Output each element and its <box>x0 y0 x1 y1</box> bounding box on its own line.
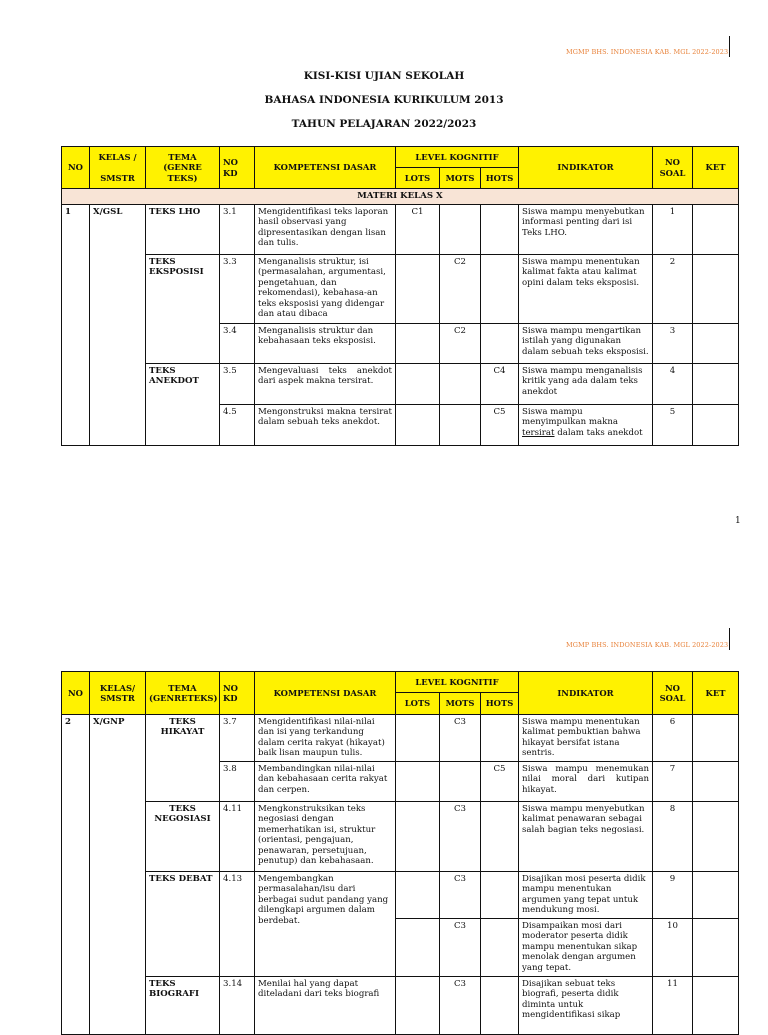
cell-mots: C3 <box>440 715 481 762</box>
cell-lots <box>396 801 440 871</box>
cell-kd: 3.8 <box>220 761 255 801</box>
cell-ket <box>693 761 739 801</box>
cell-ket <box>693 405 739 446</box>
cell-kompetensi: Menganalisis struktur, isi (permasalahan, argumentasi, pengetahuan, dan rekomendasi), kebahasa-an teks eksposisi yang didengar dan atau dibaca <box>255 255 396 324</box>
cell-soal: 5 <box>653 405 693 446</box>
cell-ket <box>693 324 739 364</box>
cell-ket <box>693 976 739 1034</box>
table-row <box>62 871 739 918</box>
cell-mots: C3 <box>440 976 481 1034</box>
cell-kompetensi: Mengevaluasi teks anekdot dari aspek makna tersirat. <box>255 364 396 405</box>
cell-soal: 1 <box>653 205 693 255</box>
cell-lots <box>396 871 440 918</box>
table-row <box>62 364 739 405</box>
col-no-soal: NO SOAL <box>653 147 693 189</box>
cell-lots: C1 <box>396 205 440 255</box>
cell-soal: 6 <box>653 715 693 762</box>
cell-tema: TEKS EKSPOSISI <box>146 255 220 364</box>
cell-indikator: Siswa mampu menentukan kalimat fakta atau kalimat opini dalam teks eksposisi. <box>519 255 653 324</box>
cell-kd: 4.11 <box>220 801 255 871</box>
header-note: MGMP BHS. INDONESIA KAB. MGL 2022-2023 <box>566 48 729 56</box>
kisi-table-page2 <box>61 671 739 1035</box>
cell-tema: TEKS HIKAYAT <box>146 715 220 802</box>
cell-tema: TEKS NEGOSIASI <box>146 801 220 871</box>
doc-subtitle: BAHASA INDONESIA KURIKULUM 2013 <box>264 94 504 106</box>
cell-kd: 3.5 <box>220 364 255 405</box>
col-indikator: INDIKATOR <box>519 147 653 189</box>
cell-lots <box>396 715 440 762</box>
cell-kd: 4.13 <box>220 871 255 976</box>
cell-lots <box>396 364 440 405</box>
cell-kompetensi: Mengidentifikasi nilai-nilai dan isi yang terkandung dalam cerita rakyat (hikayat) baik lisan maupun tulis. <box>255 715 396 762</box>
cell-kd: 3.14 <box>220 976 255 1034</box>
col-kompetensi: KOMPETENSI DASAR <box>255 147 396 189</box>
cell-hots <box>481 715 519 762</box>
cell-kompetensi: Membandingkan nilai-nilai dan kebahasaan cerita rakyat dan cerpen. <box>255 761 396 801</box>
cell-kd: 3.7 <box>220 715 255 762</box>
col-kelas: KELAS / SMSTR <box>90 147 146 189</box>
doc-title: KISI-KISI UJIAN SEKOLAH <box>303 70 465 82</box>
cell-kd: 4.5 <box>220 405 255 446</box>
cell-kompetensi: Mengkonstruksikan teks negosiasi dengan memerhatikan isi, struktur (orientasi, pengajuan, penawaran, persetujuan, penutup) dan kebahasaan. <box>255 801 396 871</box>
col-no-kd: NO KD <box>220 147 255 189</box>
cell-indikator: Siswa mampu menyebutkan kalimat penawaran sebagai salah bagian teks negosiasi. <box>519 801 653 871</box>
cell-lots <box>396 918 440 976</box>
cell-hots <box>481 918 519 976</box>
cell-tema: TEKS LHO <box>146 205 220 255</box>
col-indikator: INDIKATOR <box>519 672 653 715</box>
header-rule <box>729 36 730 57</box>
cell-ket <box>693 918 739 976</box>
cell-no: 2 <box>62 715 90 1035</box>
col-level: LEVEL KOGNITIF <box>396 147 519 168</box>
cell-ket <box>693 871 739 918</box>
cell-tema: TEKS BIOGRAFI <box>146 976 220 1034</box>
col-no: NO <box>62 147 90 189</box>
cell-indikator: Siswa mampu menyimpulkan makna tersirat dalam taks anekdot <box>519 405 653 446</box>
cell-hots <box>481 255 519 324</box>
col-no-soal: NO SOAL <box>653 672 693 715</box>
kisi-table-page1 <box>61 146 739 446</box>
cell-soal: 10 <box>653 918 693 976</box>
cell-tema: TEKS DEBAT <box>146 871 220 976</box>
cell-hots <box>481 871 519 918</box>
cell-ket <box>693 255 739 324</box>
cell-soal: 3 <box>653 324 693 364</box>
cell-ket <box>693 364 739 405</box>
cell-soal: 9 <box>653 871 693 918</box>
cell-ket <box>693 801 739 871</box>
cell-soal: 11 <box>653 976 693 1034</box>
table-row <box>62 255 739 324</box>
cell-kd: 3.4 <box>220 324 255 364</box>
col-tema: TEMA (GENRETEKS) <box>146 672 220 715</box>
cell-indikator: Siswa mampu menentukan kalimat pembuktian bahwa hikayat bersifat istana sentris. <box>519 715 653 762</box>
cell-indikator: Disampaikan mosi dari moderator peserta didik mampu menentukan sikap menolak dengan argumen yang tepat. <box>519 918 653 976</box>
cell-tema: TEKS ANEKDOT <box>146 364 220 446</box>
table-row <box>62 715 739 762</box>
col-kelas: KELAS/ SMSTR <box>90 672 146 715</box>
cell-hots <box>481 801 519 871</box>
cell-mots <box>440 364 481 405</box>
cell-mots: C3 <box>440 918 481 976</box>
cell-soal: 7 <box>653 761 693 801</box>
cell-hots: C5 <box>481 761 519 801</box>
cell-kompetensi: Mengembangkan permasalahan/isu dari berbagai sudut pandang yang dilengkapi argumen dalam berdebat. <box>255 871 396 976</box>
cell-no: 1 <box>62 205 90 446</box>
col-mots: MOTS <box>440 693 481 715</box>
header-note: MGMP BHS. INDONESIA KAB. MGL 2022-2023 <box>566 641 729 649</box>
table-row <box>62 801 739 871</box>
col-mots: MOTS <box>440 168 481 189</box>
cell-mots <box>440 205 481 255</box>
cell-soal: 2 <box>653 255 693 324</box>
col-no: NO <box>62 672 90 715</box>
col-lots: LOTS <box>396 693 440 715</box>
cell-lots <box>396 405 440 446</box>
cell-ket <box>693 715 739 762</box>
col-no-kd: NO KD <box>220 672 255 715</box>
cell-indikator: Disajikan sebuat teks biografi, peserta didik diminta untuk mengidentifikasi sikap <box>519 976 653 1034</box>
cell-hots: C5 <box>481 405 519 446</box>
cell-lots <box>396 976 440 1034</box>
cell-lots <box>396 761 440 801</box>
cell-lots <box>396 324 440 364</box>
cell-soal: 4 <box>653 364 693 405</box>
cell-mots: C2 <box>440 324 481 364</box>
cell-indikator: Disajikan mosi peserta didik mampu menentukan argumen yang tepat untuk mendukung mosi. <box>519 871 653 918</box>
table-row <box>62 976 739 1034</box>
col-hots: HOTS <box>481 168 519 189</box>
cell-mots: C3 <box>440 801 481 871</box>
cell-hots <box>481 324 519 364</box>
cell-hots <box>481 976 519 1034</box>
cell-mots: C2 <box>440 255 481 324</box>
cell-kd: 3.1 <box>220 205 255 255</box>
cell-indikator: Siswa mampu menganalisis kritik yang ada dalam teks anekdot <box>519 364 653 405</box>
cell-indikator: Siswa mampu menyebutkan informasi penting dari isi Teks LHO. <box>519 205 653 255</box>
cell-kompetensi: Menganalisis struktur dan kebahasaan teks eksposisi. <box>255 324 396 364</box>
cell-kelas: X/GNP <box>90 715 146 1035</box>
section-title: MATERI KELAS X <box>62 189 739 205</box>
col-hots: HOTS <box>481 693 519 715</box>
cell-ket <box>693 205 739 255</box>
header-rule <box>729 628 730 650</box>
cell-mots: C3 <box>440 871 481 918</box>
cell-hots <box>481 205 519 255</box>
cell-kd: 3.3 <box>220 255 255 324</box>
cell-kompetensi: Mengidentifikasi teks laporan hasil observasi yang dipresentasikan dengan lisan dan tulis. <box>255 205 396 255</box>
cell-indikator: Siswa mampu menemukan nilai moral dari kutipan hikayat. <box>519 761 653 801</box>
col-level: LEVEL KOGNITIF <box>396 672 519 693</box>
col-ket: KET <box>693 672 739 715</box>
cell-soal: 8 <box>653 801 693 871</box>
cell-lots <box>396 255 440 324</box>
cell-mots <box>440 405 481 446</box>
cell-mots <box>440 761 481 801</box>
doc-year: TAHUN PELAJARAN 2022/2023 <box>291 118 477 130</box>
cell-kompetensi: Menilai hal yang dapat diteladani dari teks biografi <box>255 976 396 1034</box>
cell-kompetensi: Mengonstruksi makna tersirat dalam sebuah teks anekdot. <box>255 405 396 446</box>
table-row <box>62 205 739 255</box>
col-lots: LOTS <box>396 168 440 189</box>
col-tema: TEMA (GENRE TEKS) <box>146 147 220 189</box>
col-kompetensi: KOMPETENSI DASAR <box>255 672 396 715</box>
page-number: 1 <box>735 516 741 526</box>
col-ket: KET <box>693 147 739 189</box>
cell-hots: C4 <box>481 364 519 405</box>
cell-indikator: Siswa mampu mengartikan istilah yang digunakan dalam sebuah teks eksposisi. <box>519 324 653 364</box>
cell-kelas: X/GSL <box>90 205 146 446</box>
